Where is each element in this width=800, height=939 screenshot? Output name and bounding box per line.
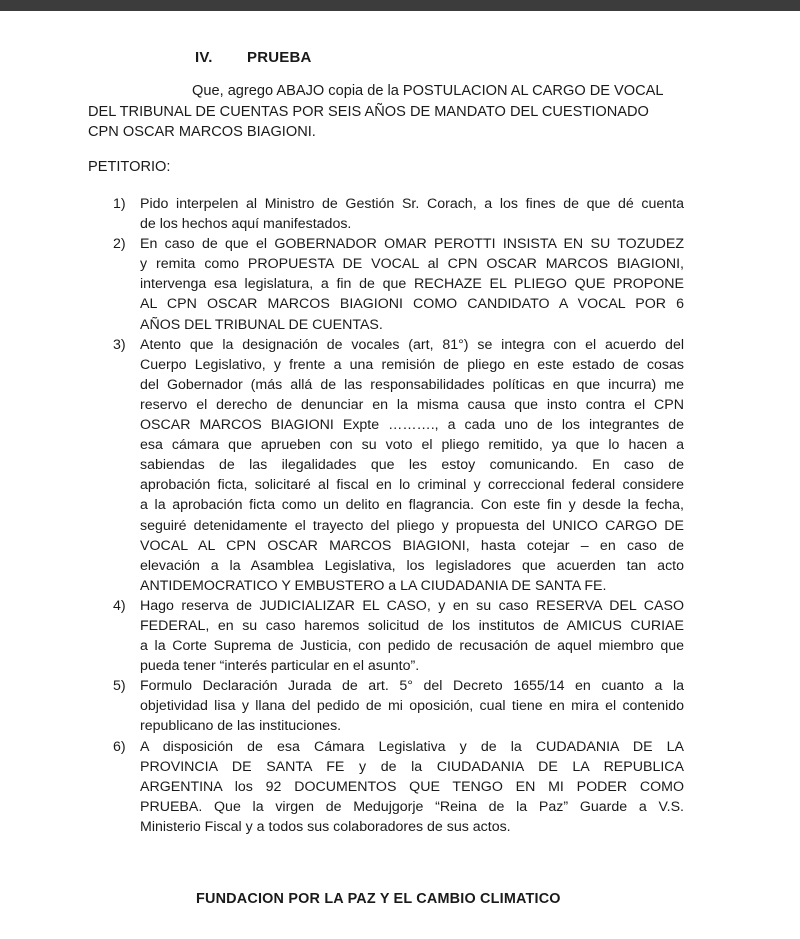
item-text xyxy=(140,335,684,596)
petition-item xyxy=(113,194,684,234)
intro-line: DEL TRIBUNAL DE CUENTAS POR SEIS AÑOS DE MANDATO DEL CUESTIONADO xyxy=(88,103,649,120)
item-line: y remita como PROPUESTA DE VOCAL al CPN OSCAR MARCOS BIAGIONI, xyxy=(140,256,684,273)
item-line: Ministerio Fiscal y a todos sus colaboradores de sus actos. xyxy=(140,818,511,835)
section-title: PRUEBA xyxy=(247,49,312,66)
petition-item xyxy=(113,234,684,334)
item-line: VOCAL AL CPN OSCAR MARCOS BIAGIONI, hasta cotejar – en caso de xyxy=(140,537,684,554)
item-line: republicano de las instituciones. xyxy=(140,718,342,735)
item-line: aprobación ficta, solicitaré al fiscal en lo criminal y correccional federal considere xyxy=(140,477,684,494)
item-line: En caso de que el GOBERNADOR OMAR PEROTTI INSISTA EN SU TOZUDEZ xyxy=(140,236,684,253)
viewer-top-bar xyxy=(0,0,800,11)
item-number: 2) xyxy=(113,236,126,253)
petition-item xyxy=(113,676,684,736)
petition-item xyxy=(113,335,684,596)
item-text xyxy=(140,676,684,736)
petition-list xyxy=(113,194,684,837)
item-line: seguiré detenidamente el trayecto del pliego y propuesta del UNICO CARGO DE xyxy=(140,517,684,534)
item-text xyxy=(140,234,684,334)
item-line: de los hechos aquí manifestados. xyxy=(140,216,352,233)
item-line: reservo el derecho de denunciar en la misma causa que insto contra el CPN xyxy=(140,396,684,413)
item-line: OSCAR MARCOS BIAGIONI Expte ………., a cada uno de los integrantes de xyxy=(140,417,684,434)
section-heading xyxy=(195,49,312,66)
petition-item xyxy=(113,737,684,837)
item-line: FEDERAL, en su caso haremos solicitud de los institutos de AMICUS CURIAE xyxy=(140,617,684,634)
item-line: del Gobernador (más allá de las responsabilidades políticas en que incurra) me xyxy=(140,376,684,393)
intro-line: CPN OSCAR MARCOS BIAGIONI. xyxy=(88,124,316,141)
item-number: 5) xyxy=(113,678,126,695)
item-line: a la Corte Suprema de Justicia, con pedido de recusación de aquel miembro que xyxy=(140,638,684,655)
intro-line: Que, agrego ABAJO copia de la POSTULACION AL CARGO DE VOCAL xyxy=(192,83,664,99)
item-line: a la aprobación ficta como un delito en flagrancia. Con este fin y desde la fecha, xyxy=(140,497,684,514)
item-line: Formulo Declaración Jurada de art. 5° del Decreto 1655/14 en cuanto a la xyxy=(140,678,684,695)
item-line: Hago reserva de JUDICIALIZAR EL CASO, y en su caso RESERVA DEL CASO xyxy=(140,597,684,614)
item-text xyxy=(140,737,684,837)
item-number: 1) xyxy=(113,196,126,212)
item-line: A disposición de esa Cámara Legislativa y de la CUDADANIA DE LA xyxy=(140,738,684,755)
item-number: 3) xyxy=(113,336,126,353)
item-line: pueda tener “interés particular en el asunto”. xyxy=(140,658,420,675)
item-line: ARGENTINA los 92 DOCUMENTOS QUE TENGO EN MI PODER COMO xyxy=(140,778,684,795)
item-line: elevación a la Asamblea Legislativa, los legisladores que acuerden tan acto xyxy=(140,557,684,574)
item-line: AÑOS DEL TRIBUNAL DE CUENTAS. xyxy=(140,316,383,333)
petition-item xyxy=(113,596,684,676)
item-text xyxy=(140,194,684,234)
foundation-name: FUNDACION POR LA PAZ Y EL CAMBIO CLIMATICO xyxy=(196,891,561,907)
item-line: Pido interpelen al Ministro de Gestión Sr. Corach, a los fines de que dé cuenta xyxy=(140,196,684,212)
item-line: PROVINCIA DE SANTA FE y de la CIUDADANIA DE LA REPUBLICA xyxy=(140,758,684,775)
item-line: AL CPN OSCAR MARCOS BIAGIONI COMO CANDIDATO A VOCAL POR 6 xyxy=(140,296,684,313)
item-line: intervenga esa legislatura, a fin de que RECHAZE EL PLIEGO QUE PROPONE xyxy=(140,276,684,293)
item-text xyxy=(140,596,684,676)
item-line: Atento que la designación de vocales (art, 81°) se integra con el acuerdo del xyxy=(140,336,684,353)
item-line: objetividad lisa y llana del pedido de mi oposición, cual tiene en mira el contenido xyxy=(140,698,684,715)
item-line: Cuerpo Legislativo, y frente a una remisión de pliego en este estado de cosas xyxy=(140,356,684,373)
item-number: 6) xyxy=(113,738,126,755)
item-line: ANTIDEMOCRATICO Y EMBUSTERO a LA CIUDADANIA DE SANTA FE. xyxy=(140,577,607,594)
petitorio-label: PETITORIO: xyxy=(88,159,171,175)
item-line: esa cámara que aprueben con su voto el pliego remitido, ya que lo hacen a xyxy=(140,437,684,454)
intro-paragraph xyxy=(88,81,684,143)
item-line: sabiendas de las ilegalidades que les estoy comunicando. En caso de xyxy=(140,457,684,474)
item-number: 4) xyxy=(113,597,126,614)
document-page xyxy=(0,11,800,939)
item-line: PRUEBA. Que la virgen de Medujgorje “Reina de la Paz” Guarde a V.S. xyxy=(140,798,684,815)
section-number: IV. xyxy=(195,49,213,66)
